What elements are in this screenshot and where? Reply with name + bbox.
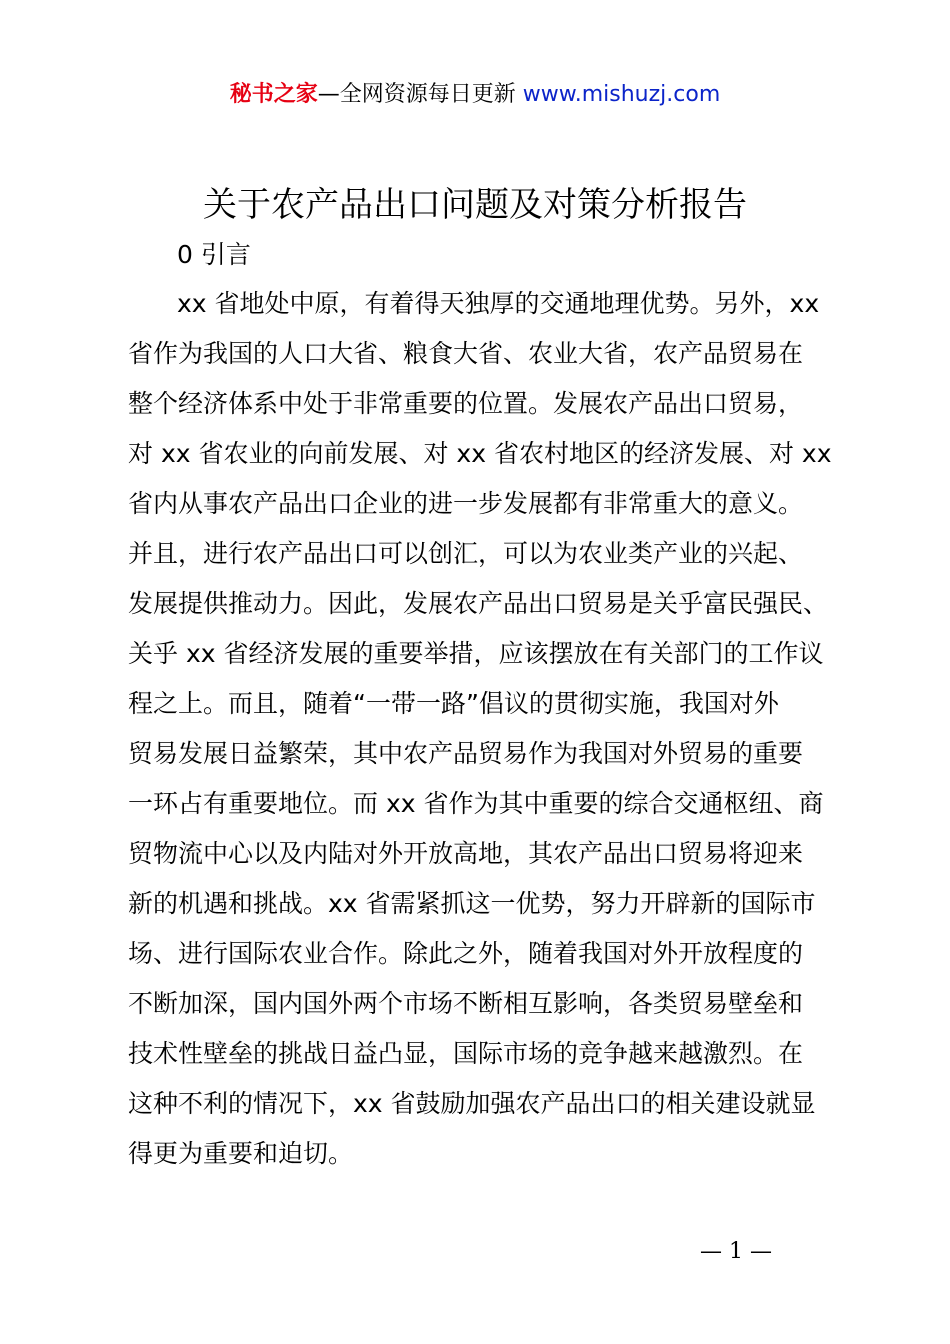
- document-title: 关于农产品出口问题及对策分析报告: [203, 185, 747, 225]
- paragraph-line: 得更为重要和迫切。: [128, 1139, 354, 1168]
- section-heading: 0 引言: [177, 240, 251, 269]
- paragraph-line: 新的机遇和挑战。xx 省需紧抓这一优势，努力开辟新的国际市: [128, 889, 816, 918]
- header-tagline: —全网资源每日更新: [317, 82, 516, 107]
- paragraph-line: 场、进行国际农业合作。除此之外，随着我国对外开放程度的: [128, 939, 804, 968]
- paragraph-line: 技术性壁垒的挑战日益凸显，国际市场的竞争越来越激烈。在: [128, 1039, 804, 1068]
- paragraph-line: 关乎 xx 省经济发展的重要举措，应该摆放在有关部门的工作议: [128, 639, 824, 668]
- paragraph-line: 对 xx 省农业的向前发展、对 xx 省农村地区的经济发展、对 xx: [128, 439, 832, 468]
- page-number: — 1 —: [700, 1239, 772, 1264]
- paragraph-line: 整个经济体系中处于非常重要的位置。发展农产品出口贸易，: [128, 389, 804, 418]
- paragraph-line: 发展提供推动力。因此，发展农产品出口贸易是关乎富民强民、: [128, 589, 829, 618]
- paragraph-line: 程之上。而且，随着“一带一路”倡议的贯彻实施，我国对外: [128, 689, 779, 718]
- paragraph-line: 省作为我国的人口大省、粮食大省、农业大省，农产品贸易在: [128, 339, 804, 368]
- paragraph-line: 贸易发展日益繁荣，其中农产品贸易作为我国对外贸易的重要: [128, 739, 804, 768]
- paragraph-line: 省内从事农产品出口企业的进一步发展都有非常重大的意义。: [128, 489, 804, 518]
- paragraph-line: 并且，进行农产品出口可以创汇，可以为农业类产业的兴起、: [128, 539, 804, 568]
- paragraph-line: 这种不利的情况下，xx 省鼓励加强农产品出口的相关建设就显: [128, 1089, 816, 1118]
- paragraph-line: 不断加深，国内国外两个市场不断相互影响，各类贸易壁垒和: [128, 989, 804, 1018]
- paragraph-line: 贸物流中心以及内陆对外开放高地，其农产品出口贸易将迎来: [128, 839, 804, 868]
- paragraph-line: 一环占有重要地位。而 xx 省作为其中重要的综合交通枢纽、商: [128, 789, 824, 818]
- site-header: [0, 78, 950, 112]
- site-url-link[interactable]: www.mishuzj.com: [522, 82, 721, 107]
- brand-name: 秘书之家: [229, 82, 318, 107]
- paragraph: [128, 279, 833, 1179]
- paragraph-line: xx 省地处中原，有着得天独厚的交通地理优势。另外，xx: [177, 289, 820, 318]
